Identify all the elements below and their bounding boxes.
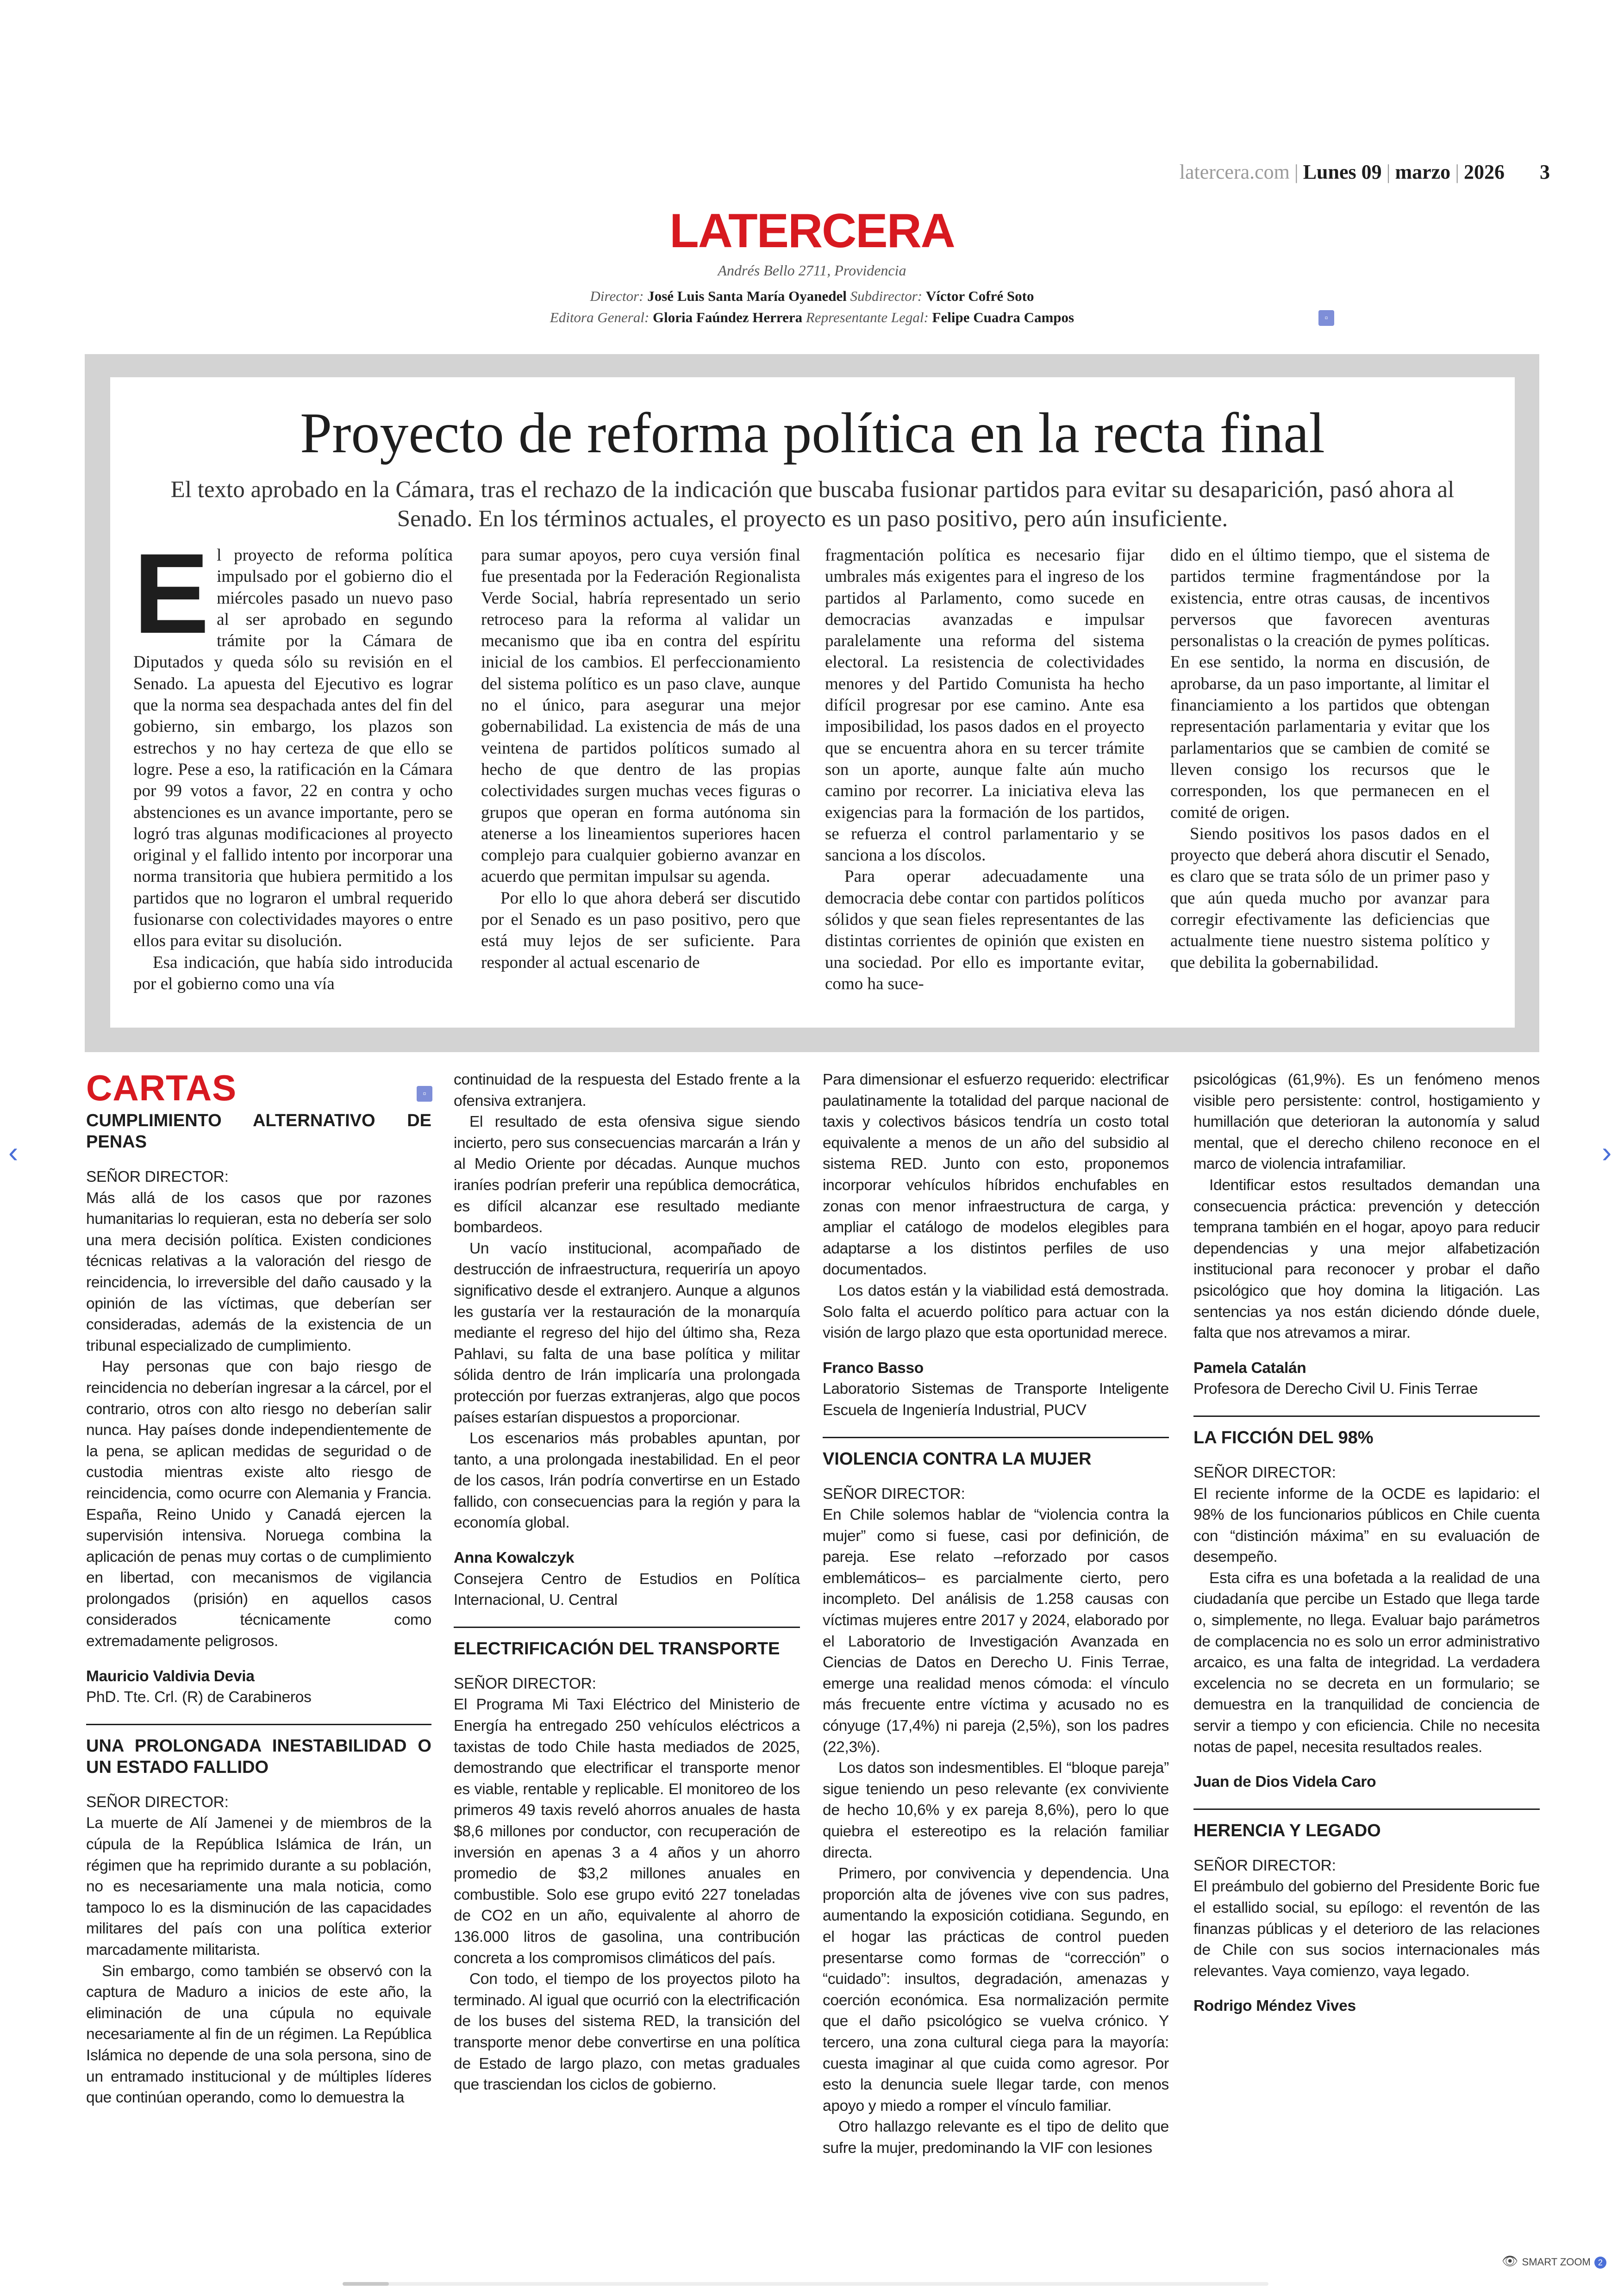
letter-affiliation: PhD. Tte. Crl. (R) de Carabineros — [86, 1689, 312, 1706]
smart-zoom-button[interactable]: 2 — [1594, 2257, 1606, 2269]
section-title: CARTAS — [86, 1067, 237, 1108]
editorial — [110, 377, 1515, 1028]
date-year: 2026 — [1464, 161, 1505, 183]
editorial-title: Proyecto de reforma política en la recta final — [300, 401, 1325, 465]
date-weekday: Lunes 09 — [1303, 161, 1382, 183]
chevron-left-icon[interactable]: ‹ — [8, 1135, 19, 1169]
letter-divider — [1193, 1416, 1540, 1448]
director-name: José Luis Santa María Oyanedel — [647, 288, 847, 304]
smart-zoom-label: SMART ZOOM — [1522, 2256, 1591, 2268]
site-name: latercera.com — [1179, 161, 1290, 183]
letter-headline: UNA PROLONGADA INESTABILIDAD O UN ESTADO FALLIDO — [86, 1736, 431, 1777]
letter-salutation: SEÑOR DIRECTOR: — [1193, 1857, 1336, 1874]
letter-salutation: SEÑOR DIRECTOR: — [86, 1793, 229, 1811]
letters-column-1: CARTAS CUMPLIMIENTO ALTERNATIVO DE PENAS SEÑOR DIRECTOR: Más allá de los casos que por razones humanitarias lo requieran, esta no debería ser solo una mera decisión política. Existen condiciones técnicas relativas a la valoración del riesgo de reincidencia, lo irreversible del daño causado y la opinión de las víctimas, que deberían ser consideradas, además de la existencia de un tribunal especializado de cumplimiento. Hay personas que con bajo riesgo de reincidencia no deberían ingresar a la cárcel, por el contrario, otros con alto riesgo no deberían salir nunca. Hay países donde independientemente de la pena, se aplican medidas de seguridad o de custodia mientras existe alto riesgo de reincidencia, como ocurre con Alemania y Francia. España, Reino Unido y Canadá ejercen la supervisión intensiva. Noruega combina la aplicación de penas muy cortas o de cumplimiento en libertad, con mecanismos de vigilancia prolongados (prisión) en aquellos casos considerados técnicamente como extremadamente peligrosos. Mauricio Valdivia Devia PhD. Tte. Crl. (R) de Carabineros UNA PROLONGADA INESTABILIDAD O UN ESTADO FALLIDO SEÑOR DIRECTOR: La muerte de Alí Jamenei y de miembros de la cúpula de la República Islámica de Irán, un régimen que ha reprimido durante a su población, no es necesariamente una mala noticia, como tampoco lo es la disminución de las capacidades militares del país con una política exterior marcadamente militarista. Sin embargo, como también se observó con la captura de Maduro a inicios de este año, la eliminación de una cúpula no equivale necesariamente al fin de un régimen. La República Islámica no depende de una sola persona, sino de un entramado institucional y de múltiples líderes que continúan operando, como lo demuestra la — [86, 1067, 431, 2107]
letter-author: Mauricio Valdivia Devia — [86, 1667, 255, 1685]
letter-salutation: SEÑOR DIRECTOR: — [823, 1485, 965, 1503]
newspaper-logo: LATERCERA — [669, 204, 955, 258]
letter-headline: VIOLENCIA CONTRA LA MUJER — [823, 1449, 1092, 1469]
chevron-right-icon[interactable]: › — [1602, 1135, 1612, 1169]
editorial-column-2: para sumar apoyos, pero cuya versión final fue presentada por la Federación Regionalista Verde Social, habría representado un serio retroceso para la reforma al validar un mecanismo que iba en contra del espíritu inicial de los cambios. El perfeccionamiento del sistema político es un paso clave, aunque no el único, para asegurar una mejor gobernabilidad. La existencia de más de una veintena de partidos políticos sumado al hecho de que dentro de las propias colectividades surgen muchas veces figuras o grupos que operan en forma autónoma sin atenerse a los lineamientos superiores hacen complejo para cualquier gobierno avanzar en acuerdo que permitan impulsar su agenda. Por ello lo que ahora deberá ser discutido por el Senado es un paso positivo, pero que está muy lejos de ser suficiente. Para responder al actual escenario de — [481, 546, 800, 972]
subdirector-name: Víctor Cofré Soto — [925, 288, 1034, 304]
staff-line-1: Director: José Luis Santa María Oyanedel Subdirector: Víctor Cofré Soto — [590, 288, 1034, 304]
letter-author: Anna Kowalczyk — [454, 1549, 575, 1567]
date-month: marzo — [1395, 161, 1451, 183]
page-number: 3 — [1540, 161, 1550, 183]
letter-headline: CUMPLIMIENTO ALTERNATIVO DE PENAS — [86, 1111, 431, 1152]
editorial-column-4: dido en el último tiempo, que el sistema de partidos termine fragmentándose por la existencia, entre otras causas, de incentivos perversos que favorecen aventuras personalistas o la creación de pymes políticas. En ese sentido, la norma en discusión, de aprobarse, da un paso importante, al limitar el financiamiento a los partidos que obtengan representación parlamentaria y evitar que los parlamentarios que se cambien de comité se lleven consigo los recursos que le corresponden, los que permanecen en el comité de origen. Siendo positivos los pasos dados en el proyecto que deberá ahora discutir el Senado, es claro que se trata sólo de un primer paso y que aún queda mucho por avanzar para corregir efectivamente las deficiencias que actualmente tiene nuestro sistema político y que debilita la gobernabilidad. — [1170, 546, 1490, 972]
letter-author: Franco Basso — [823, 1359, 924, 1377]
editorial-column-3: fragmentación política es necesario fijar umbrales más exigentes para el ingreso de los partidos al Parlamento, como sucede en democracias avanzadas e impulsar paralelamente una reforma del sistema electoral. La resistencia de colectividades menores y del Partido Comunista ha hecho difícil progresar por ese camino. Ante esa imposibilidad, los pasos dados en el proyecto que se encuentra ahora en su tercer trámite son un aporte, aunque falte aún mucho camino por recorrer. La iniciativa eleva las exigencias para la formación de los partidos, se refuerza el control parlamentario y se sanciona a los díscolos. Para operar adecuadamente una democracia debe contar con partidos políticos sólidos y que sean fieles representantes de las distintas corrientes de opinión que existen en una sociedad. Por ello es importante evitar, como ha suce- — [825, 546, 1144, 993]
legal-rep-name: Felipe Cuadra Campos — [932, 309, 1074, 325]
letter-headline: HERENCIA Y LEGADO — [1193, 1821, 1381, 1840]
letter-affiliation: Consejera Centro de Estudios en Política Internacional, U. Central — [454, 1570, 800, 1609]
letter-divider — [454, 1627, 800, 1659]
letter-divider — [1193, 1809, 1540, 1841]
newspaper-address: Andrés Bello 2711, Providencia — [718, 262, 906, 279]
letter-affiliation: Profesora de Derecho Civil U. Finis Terrae — [1193, 1380, 1478, 1398]
letter-headline: ELECTRIFICACIÓN DEL TRANSPORTE — [454, 1639, 780, 1659]
letter-salutation: SEÑOR DIRECTOR: — [454, 1675, 596, 1692]
letter-divider — [823, 1437, 1169, 1470]
letter-affiliation: Laboratorio Sistemas de Transporte Inteligente Escuela de Ingeniería Industrial, PUCV — [823, 1380, 1169, 1419]
horizontal-scrollbar[interactable] — [343, 2282, 1268, 2286]
letters-column-2: continuidad de la respuesta del Estado frente a la ofensiva extranjera. El resultado de esta ofensiva sigue siendo incierto, pero sus consecuencias marcarán a Irán y al Medio Oriente por décadas. Aunque muchos iraníes podrían preferir una república democrática, es difícil alcanzar ese resultado mediante bombardeos. Un vacío institucional, acompañado de destrucción de infraestructura, requeriría un apoyo significativo desde el extranjero. Aunque a algunos les gustaría ver la restauración de la monarquía mediante el regreso del hijo del último sha, Reza Pahlavi, su falta de una base política y militar sólida dentro de Irán implicaría una prolongada protección por fuerzas extranjeras, algo que pocos países estarían dispuestos a proporcionar. Los escenarios más probables apuntan, por tanto, a una prolongada inestabilidad. En el peor de los casos, Irán podría convertirse en un Estado fallido, con consecuencias para la región y para la economía global. Anna Kowalczyk Consejera Centro de Estudios en Política Internacional, U. Central ELECTRIFICACIÓN DEL TRANSPORTE SEÑOR DIRECTOR: El Programa Mi Taxi Eléctrico del Ministerio de Energía ha entregado 250 vehículos eléctricos a taxistas de todo Chile hasta mediados de 2025, demostrando que electrificar el transporte menor es viable, rentable y replicable. El monitoreo de los primeros 49 taxis reveló ahorros anuales de hasta $8,6 millones por conductor, con recuperación de inversión en apenas 3 a 4 años y un ahorro promedio de $3,2 millones anuales en combustible. Solo ese grupo evitó 227 toneladas de CO2 en un año, equivalente al ahorro de 136.000 litros de gasolina, una contribución concreta a los compromisos climáticos del país. Con todo, el tiempo de los proyectos piloto ha terminado. Al igual que ocurrió con la electrificación de los buses del sistema RED, la transición del transporte menor debe convertirse en una política de Estado de largo plazo, con metas graduales que trasciendan los ciclos de gobierno. — [454, 1071, 800, 2094]
letter-salutation: SEÑOR DIRECTOR: — [86, 1168, 229, 1185]
scrollbar-thumb[interactable] — [343, 2282, 389, 2286]
eye-icon: 👁 — [1502, 2254, 1518, 2268]
editor-name: Gloria Faúndez Herrera — [653, 309, 803, 325]
letter-author: Rodrigo Méndez Vives — [1193, 1997, 1356, 2015]
staff-line-2: Editora General: Gloria Faúndez Herrera Representante Legal: Felipe Cuadra Campos — [550, 309, 1074, 325]
letters-marker-icon[interactable]: ▫ — [417, 1086, 432, 1102]
page-folio: latercera.com | Lunes 09 | marzo | 2026 3 — [1179, 161, 1550, 183]
letter-author: Pamela Catalán — [1193, 1359, 1306, 1377]
editorial-column-1: E l proyecto de reforma política impulsado por el gobierno dio el miércoles pasado un nuevo paso al ser aprobado en segundo trámite por la Cámara de Diputados y queda sólo su revisión en el Senado. La apuesta del Ejecutivo es lograr que la norma sea despachada antes del fin del gobierno, sin embargo, los plazos son estrechos y no hay certeza de que ello se logre. Pese a eso, la ratificación en la Cámara por 99 votos a favor, 22 en contra y ocho abstenciones es un avance importante, pero se logró tras algunas modificaciones al proyecto original y el fallido intento por incorporar una norma transitoria que hubiera permitido a los partidos que no lograron el umbral requerido fusionarse con colectividades mayores o entre ellos para evitar su disolución. Esa indicación, que había sido introducida por el gobierno como una vía — [133, 530, 453, 993]
letter-author: Juan de Dios Videla Caro — [1193, 1773, 1376, 1791]
article-marker-icon[interactable]: ▫ — [1318, 310, 1334, 326]
letter-divider — [86, 1724, 431, 1778]
letter-salutation: SEÑOR DIRECTOR: — [1193, 1464, 1336, 1481]
letters-column-3: Para dimensionar el esfuerzo requerido: electrificar paulatinamente la totalidad del parque nacional de taxis y colectivos básicos tendría un costo total equivalente a menos de un año del subsidio al sistema RED. Junto con esto, proponemos incorporar vehículos híbridos enchufables en zonas con menor infraestructura de carga, y ampliar el catálogo de modelos elegibles para adaptarse a los distintos perfiles de uso documentados. Los datos están y la viabilidad está demostrada. Solo falta el acuerdo político para actuar con la visión de largo plazo que esta oportunidad merece. Franco Basso Laboratorio Sistemas de Transporte Inteligente Escuela de Ingeniería Industrial, PUCV VIOLENCIA CONTRA LA MUJER SEÑOR DIRECTOR: En Chile solemos hablar de “violencia contra la mujer” como si fuese, casi por definición, de pareja. Ese relato –reforzado por casos emblemáticos– es parcialmente cierto, pero incompleto. Del análisis de 1.258 causas con víctimas mujeres entre 2017 y 2024, elaborado por el Laboratorio de Investigación Avanzada en Ciencias de Datos en Derecho U. Finis Terrae, emerge una realidad menos cómoda: el vínculo más frecuente entre víctima y acusado no es cónyuge (17,4%) ni pareja (2,5%), son los padres (22,3%). Los datos son indesmentibles. El “bloque pareja” sigue teniendo un peso relevante (ex conviviente de hecho 10,6% y ex pareja 8,6%), pero lo que quiebra el estereotipo es la relación familiar directa. Primero, por convivencia y dependencia. Una proporción alta de jóvenes vive con sus padres, aumentando la exposición cotidiana. Segundo, en el hogar las prácticas de control pueden presentarse como formas de “corrección” o “cuidado”: insultos, degradación, amenazas y coerción económica. Esa normalización permite que el daño psicológico se vuelva crónico. Y tercero, una zona cultural ciega para la mayoría: cuesta imaginar al que cuida como agresor. Por esto la denuncia suele llegar tarde, con menos apoyo y miedo a romper el vínculo familiar. Otro hallazgo relevante es el tipo de delito que sufre la mujer, predominando la VIF con lesiones — [823, 1071, 1169, 2157]
smart-zoom-control[interactable] — [1502, 2253, 1606, 2269]
editorial-lead: El texto aprobado en la Cámara, tras el rechazo de la indicación que buscaba fusionar partidos para evitar su desaparición, pasó ahora al Senado. En los términos actuales, el proyecto es un paso positivo, pero aún insuficiente. — [170, 477, 1455, 532]
drop-cap: E — [133, 530, 210, 657]
letters-column-4: psicológicas (61,9%). Es un fenómeno menos visible pero persistente: control, hostigamiento y humillación que deterioran la autonomía y salud mental, que el derecho chileno reconoce en el marco de violencia intrafamiliar. Identificar estos resultados demandan una consecuencia práctica: prevención y detección temprana también en el hogar, apoyo para reducir dependencias y una mejor alfabetización institucional para reconocer y probar el daño psicológico que hoy domina la litigación. Las sentencias ya nos están diciendo dónde duele, falta que nos atrevamos a mirar. Pamela Catalán Profesora de Derecho Civil U. Finis Terrae LA FICCIÓN DEL 98% SEÑOR DIRECTOR: El reciente informe de la OCDE es lapidario: el 98% de los funcionarios públicos en Chile cuenta con “distinción máxima” en su evaluación de desempeño. Esta cifra es una bofetada a la realidad de una ciudadanía que percibe un Estado que llega tarde o, simplemente, no llega. Evaluar bajo parámetros de complacencia no es solo un error administrativo arcaico, es una falta de integridad. La verdadera excelencia no se decreta en un formulario; se demuestra en la tranquilidad de conciencia de servir a tiempo y con eficiencia. Chile no necesita notas de papel, necesita resultados reales. Juan de Dios Videla Caro HERENCIA Y LEGADO SEÑOR DIRECTOR: El preámbulo del gobierno del Presidente Boric fue el estallido social, su epílogo: el reventón de las finanzas públicas y el deterioro de las relaciones de Chile con sus socios internacionales más relevantes. Vaya comienzo, vaya legado. Rodrigo Méndez Vives — [1193, 1069, 1540, 2017]
letter-headline: LA FICCIÓN DEL 98% — [1193, 1428, 1374, 1447]
